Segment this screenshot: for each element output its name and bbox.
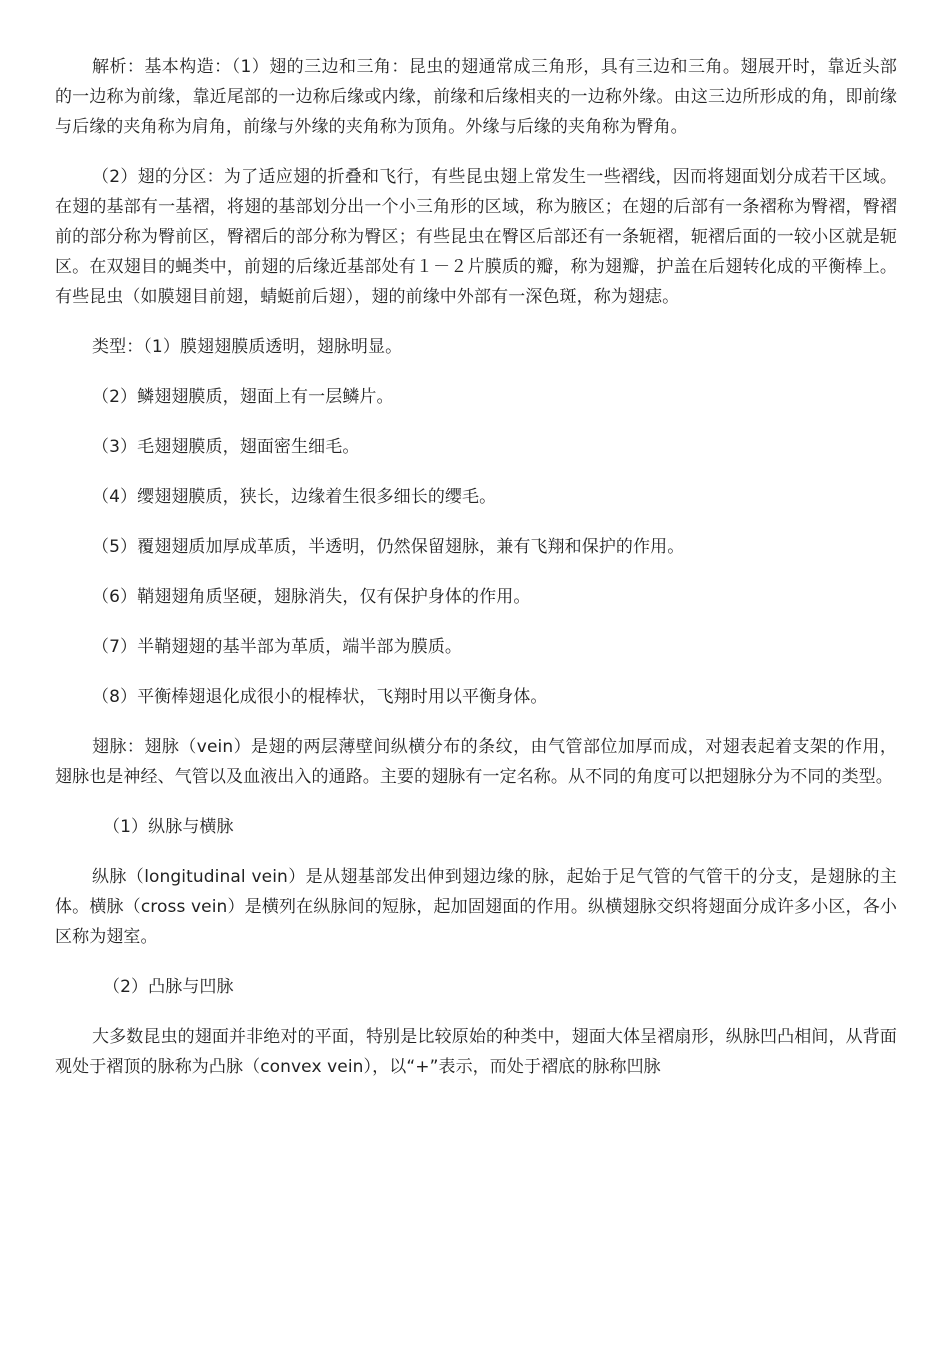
subheading-convex-concave-veins: （2）凸脉与凹脉 xyxy=(103,977,234,997)
wing-type-item: （4）缨翅翅膜质，狭长，边缘着生很多细长的缨毛。 xyxy=(92,487,497,507)
wing-type-item: （6）鞘翅翅角质坚硬，翅脉消失，仅有保护身体的作用。 xyxy=(92,587,531,607)
document-page xyxy=(55,52,897,1102)
subheading-longitudinal-cross-veins: （1）纵脉与横脉 xyxy=(103,817,234,837)
paragraph-wing-veins: 翅脉：翅脉（vein）是翅的两层薄壁间纵横分布的条纹，由气管部位加厚而成，对翅表起着支架的作用，翅脉也是神经、气管以及血液出入的通路。主要的翅脉有一定名称。从不同的角度可以把翅脉分为不同的类型。 xyxy=(55,737,897,787)
wing-type-item: （5）覆翅翅质加厚成革质，半透明，仍然保留翅脉，兼有飞翔和保护的作用。 xyxy=(92,537,685,557)
wing-type-item: （7）半鞘翅翅的基半部为革质，端半部为膜质。 xyxy=(92,637,463,657)
paragraph-wing-regions: （2）翅的分区：为了适应翅的折叠和飞行，有些昆虫翅上常发生一些褶线，因而将翅面划分成若干区域。在翅的基部有一基褶，将翅的基部划分出一个小三角形的区域，称为腋区；在翅的后部有一条褶称为臀褶，臀褶前的部分称为臀前区，臀褶后的部分称为臀区；有些昆虫在臀区后部还有一条轭褶，轭褶后面的一较小区就是轭区。在双翅目的蝇类中，前翅的后缘近基部处有１－２片膜质的瓣，称为翅瓣，护盖在后翅转化成的平衡棒上。有些昆虫（如膜翅目前翅，蜻蜓前后翅），翅的前缘中外部有一深色斑，称为翅痣。 xyxy=(55,167,897,307)
wing-type-item: （8）平衡棒翅退化成很小的棍棒状，飞翔时用以平衡身体。 xyxy=(92,687,548,707)
paragraph-wing-structure: 解析：基本构造：（1）翅的三边和三角：昆虫的翅通常成三角形，具有三边和三角。翅展开时，靠近头部的一边称为前缘，靠近尾部的一边称后缘或内缘，前缘和后缘相夹的一边称外缘。由这三边所形成的角，即前缘与后缘的夹角称为肩角，前缘与外缘的夹角称为顶角。外缘与后缘的夹角称为臀角。 xyxy=(55,57,897,137)
wing-type-item: （2）鳞翅翅膜质，翅面上有一层鳞片。 xyxy=(92,387,394,407)
paragraph-longitudinal-cross-veins: 纵脉（longitudinal vein）是从翅基部发出伸到翅边缘的脉，起始于足气管的气管干的分支，是翅脉的主体。横脉（cross vein）是横列在纵脉间的短脉，起加固翅面的作用。纵横翅脉交织将翅面分成许多小区，各小区称为翅室。 xyxy=(55,867,897,947)
paragraph-convex-concave-veins: 大多数昆虫的翅面并非绝对的平面，特别是比较原始的种类中，翅面大体呈褶扇形，纵脉凹凸相间，从背面观处于褶顶的脉称为凸脉（convex vein），以“+”表示，而处于褶底的脉称凹脉 xyxy=(55,1027,897,1077)
wing-type-item: 类型：（1）膜翅翅膜质透明，翅脉明显。 xyxy=(92,337,403,357)
wing-type-item: （3）毛翅翅膜质，翅面密生细毛。 xyxy=(92,437,360,457)
